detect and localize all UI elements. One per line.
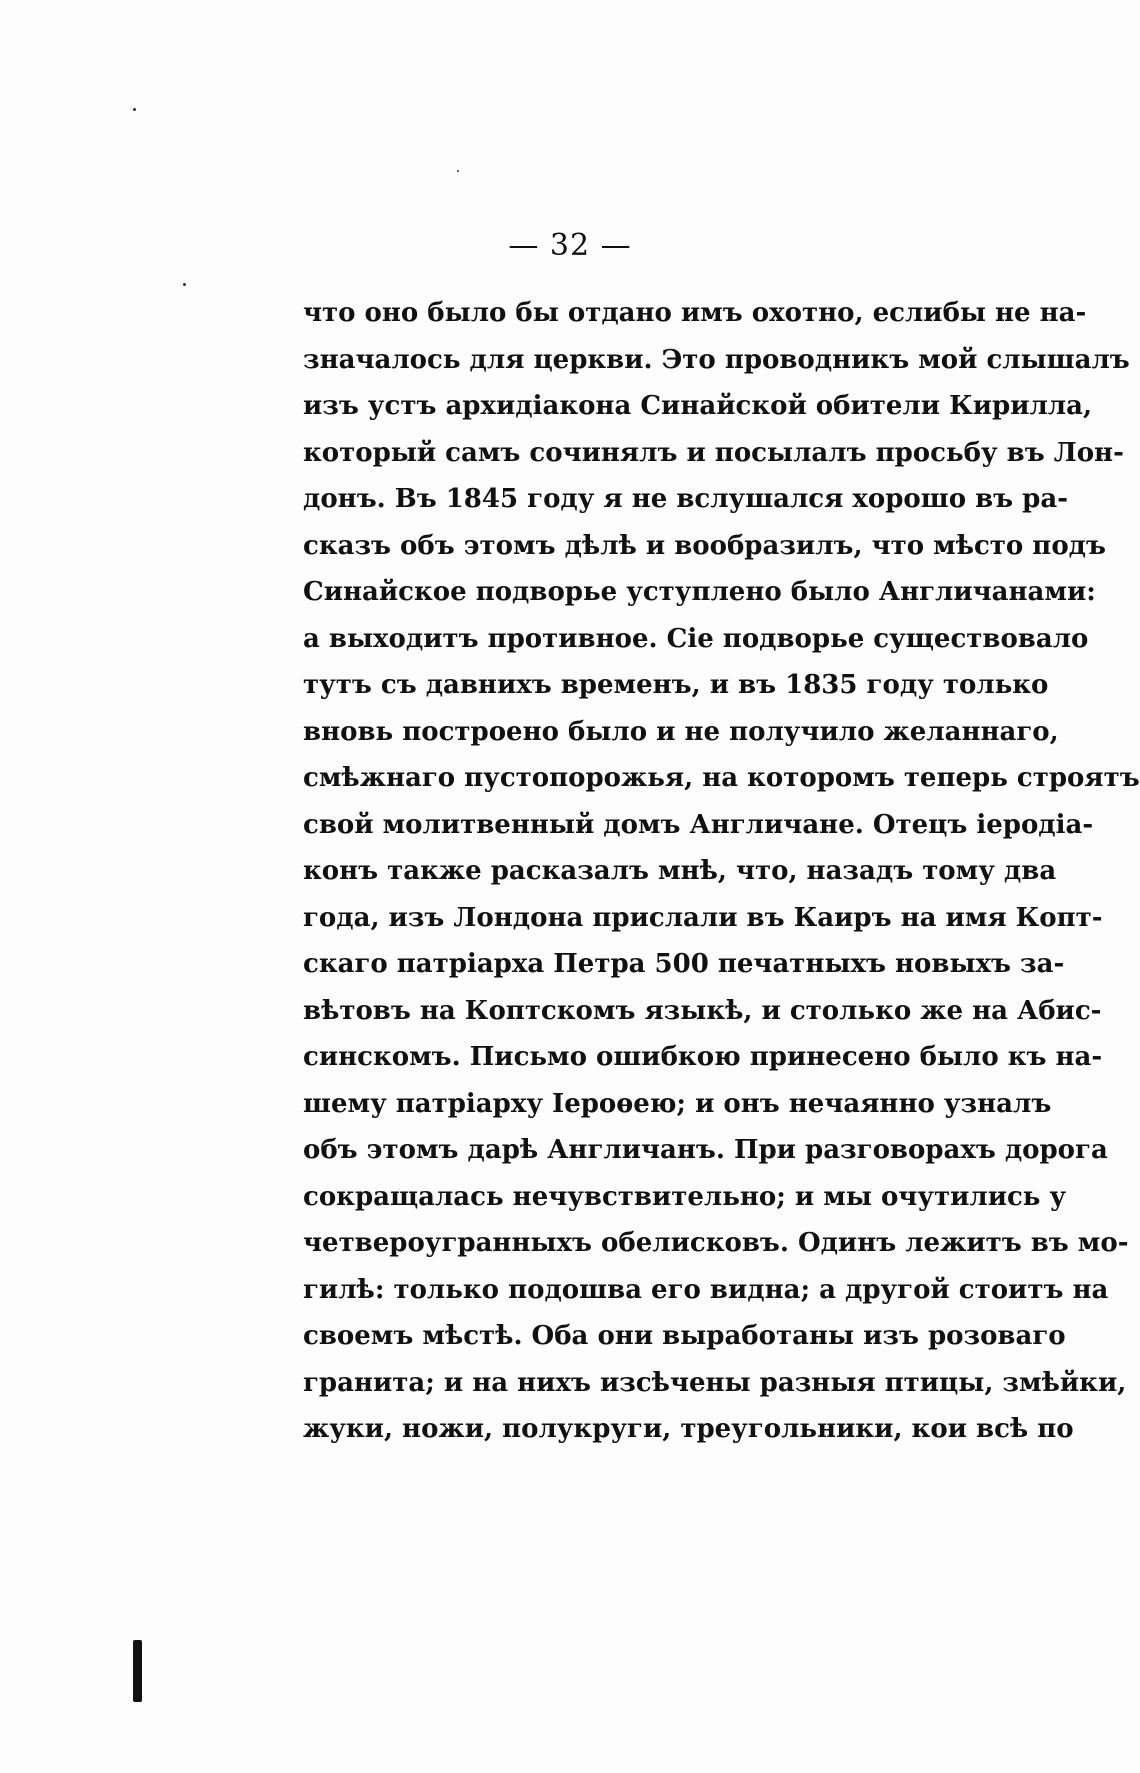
text-line: сказъ объ этомъ дѣлѣ и вообразилъ, что мѣсто подъ: [303, 530, 1106, 561]
text-line: что оно было бы отдано имъ охотно, еслибы не на-: [303, 298, 1087, 328]
text-line: синскомъ. Письмо ошибкою принесено было къ на-: [303, 1042, 1103, 1072]
text-line: сокращалась нечувствительно; и мы очутились у: [303, 1181, 1067, 1212]
text-line: донъ. Въ 1845 году я не вслушался хорошо въ ра-: [303, 484, 1068, 514]
text-line: вѣтовъ на Коптскомъ языкѣ, и столько же на Абис-: [303, 995, 1102, 1026]
text-line: четвероугранныхъ обелисковъ. Одинъ лежитъ въ мо-: [303, 1228, 1129, 1258]
text-line: года, изъ Лондона прислали въ Каиръ на имя Копт-: [303, 902, 1103, 933]
text-line: вновь построено было и не получило желаннаго,: [303, 716, 1059, 747]
text-line: который самъ сочинялъ и посылалъ просьбу въ Лон-: [303, 437, 1124, 468]
scan-speck: [133, 108, 136, 111]
scan-artifact-bar: [133, 1640, 142, 1702]
text-line: смѣжнаго пустопорожья, на которомъ теперь строятъ: [303, 763, 1140, 793]
text-line: жуки, ножи, полукруги, треугольники, кои всѣ по: [303, 1414, 1074, 1444]
text-line: гранита; и на нихъ изсѣчены разныя птицы, змѣйки,: [303, 1367, 1127, 1398]
text-line: шему патріарху Іероѳею; и онъ нечаянно узналъ: [303, 1088, 1052, 1119]
text-line: объ этомъ дарѣ Англичанъ. При разговорахъ дорога: [303, 1135, 1108, 1165]
scan-speck: [183, 283, 186, 286]
text-line: Синайское подворье уступлено было Англичанами:: [303, 577, 1096, 607]
text-line: изъ устъ архидіакона Синайской обители Кирилла,: [303, 391, 1093, 421]
scan-speck: [457, 170, 459, 172]
text-line: скаго патріарха Петра 500 печатныхъ новыхъ за-: [303, 949, 1065, 979]
text-line: своемъ мѣстѣ. Оба они выработаны изъ розоваго: [303, 1321, 1066, 1351]
body-text: [303, 290, 1140, 1453]
text-line: тутъ съ давнихъ временъ, и въ 1835 году только: [303, 670, 1049, 700]
text-line: гилѣ: только подошва его видна; а другой стоитъ на: [303, 1274, 1109, 1305]
text-line: конъ также расказалъ мнѣ, что, назадъ тому два: [303, 856, 1057, 886]
text-line: а выходитъ противное. Сіе подворье существовало: [303, 623, 1089, 654]
page-number: — 32 —: [508, 228, 632, 263]
text-line: значалось для церкви. Это проводникъ мой слышалъ: [303, 344, 1130, 375]
text-line: свой молитвенный домъ Англичане. Отецъ іеродіа-: [303, 809, 1094, 840]
